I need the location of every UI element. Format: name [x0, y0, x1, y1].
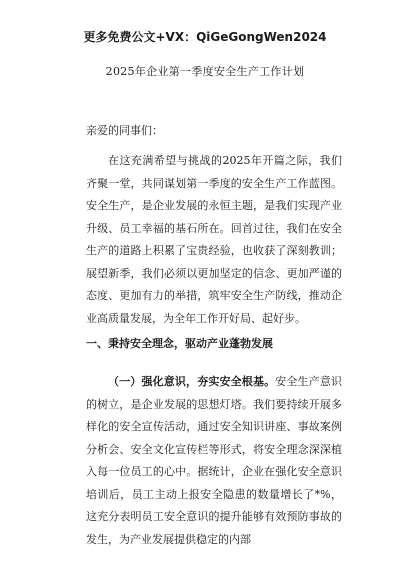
document-title: 2025年企业第一季度安全生产工作计划: [105, 65, 305, 78]
subsection-lead: （一）强化意识，夯实安全根基。: [108, 375, 276, 388]
subsection-body: 安全生产意识的树立，是企业发展的思想灯塔。我们要持续开展多样化的安全宣传活动，通过安全知识讲座、事故案例分析会、安全文化宣传栏等形式，将安全理念深深植入每一位员工的心中。据统计，企业在强化安全意识培训后，员工主动上报安全隐患的数量增长了*%，这充分表明员工安全意识的提升能够有效预防事故的发生，为产业发展提供稳定的内部: [86, 375, 342, 546]
subsection-paragraph: [86, 371, 342, 551]
salutation: 亲爱的同事们：: [86, 124, 163, 137]
section-heading: 一、秉持安全理念，驱动产业蓬勃发展: [86, 337, 273, 350]
intro-paragraph: 在这充满希望与挑战的2025年开篇之际，我们齐聚一堂，共同谋划第一季度的安全生产工作蓝图。安全生产，是企业发展的永恒主题，是我们实现产业升级、员工幸福的基石所在。回首过往，我们在安全生产的道路上积累了宝贵经验，也收获了深刻教训；展望新季，我们必须以更加坚定的信念、更加严谨的态度、更加有力的举措，筑牢安全生产防线，推动企业高质量发展，为全年工作开好局、起好步。: [86, 154, 342, 325]
promo-header: 更多免费公文+VX：QiGeGongWen2024: [83, 30, 327, 44]
